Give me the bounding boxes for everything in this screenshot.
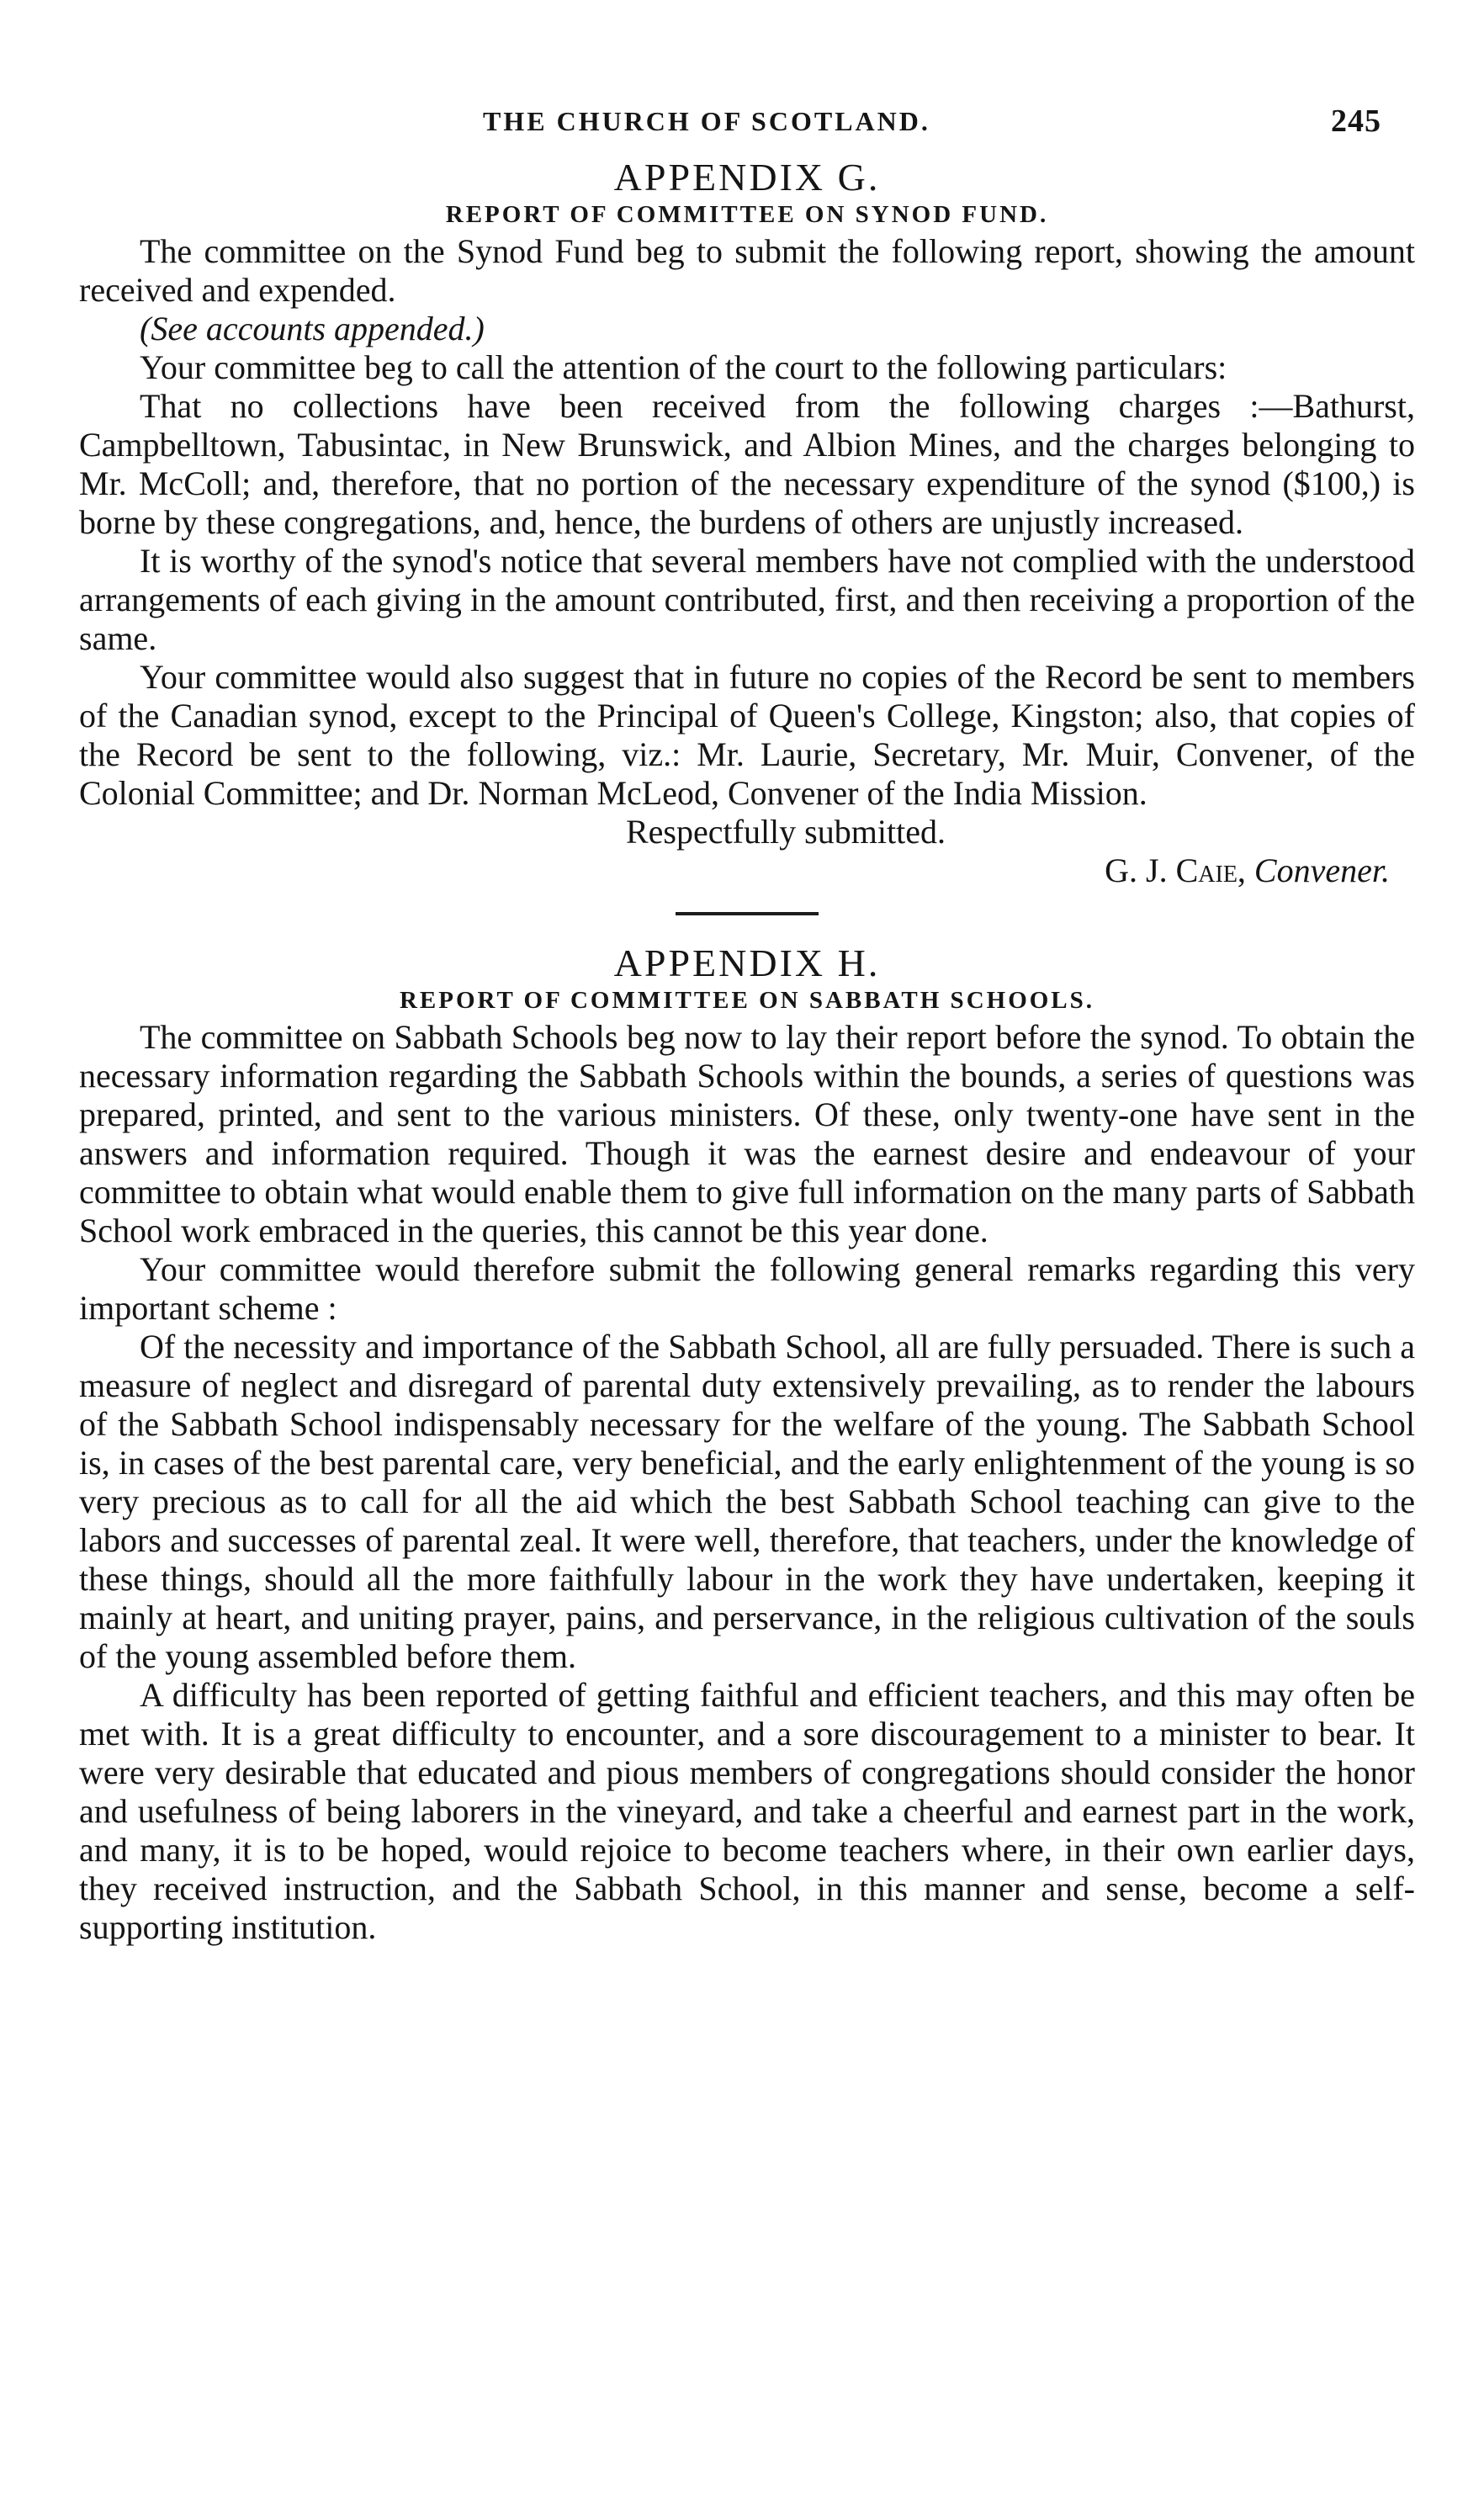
appendix-g-subheading: REPORT OF COMMITTEE ON SYNOD FUND.	[445, 201, 1049, 228]
running-title: THE CHURCH OF SCOTLAND.	[483, 106, 930, 136]
appendix-h-subheading: REPORT OF COMMITTEE ON SABBATH SCHOOLS.	[399, 987, 1095, 1014]
paragraph: Your committee would also suggest that in future no copies of the Record be sent to members of the Canadian synod, except to the Principal of Queen's College, Kingston; also, that copies of the Record be sent to the following, viz.: Mr. Laurie, Secretary, Mr. Muir, Convener, of the Colonial Committee; and Dr. Norman McLeod, Convener of the India Mission.	[79, 658, 1415, 812]
paragraph: The committee on the Synod Fund beg to submit the following report, showing the amount received and expended.	[79, 232, 1415, 309]
paragraph: A difficulty has been reported of getting faithful and efficient teachers, and this may often be met with. It is a great difficulty to encounter, and a sore discouragement to a minister to bear. It were very desirable that educated and pious members of congregations should consider the honor and usefulness of being laborers in the vineyard, and take a cheerful and earnest part in the work, and many, it is to be hoped, would rejoice to become teachers where, in their own earlier days, they received instruction, and the Sabbath School, in this manner and sense, become a self-supporting institution.	[79, 1676, 1415, 1946]
page-number: 245	[1331, 103, 1381, 139]
section-divider	[676, 912, 819, 915]
closing-line: Respectfully submitted.	[626, 813, 946, 851]
accounts-note: (See accounts appended.)	[140, 310, 485, 347]
appendix-h-section	[79, 941, 1415, 1947]
signature-line	[79, 851, 1415, 890]
page	[79, 99, 1415, 1947]
paragraph: Your committee beg to call the attention of the court to the following particulars:	[140, 348, 1227, 386]
signoff	[79, 813, 1415, 890]
signer-name: G. J. Caie,	[1105, 851, 1246, 889]
paragraph: That no collections have been received from the following charges :—Bathurst, Campbelltown, Tabusintac, in New Brunswick, and Albion Mines, and the charges belonging to Mr. McColl; and, therefore, that no portion of the necessary expenditure of the synod ($100,) is borne by these congregations, and, hence, the burdens of others are unjustly increased.	[79, 387, 1415, 541]
paragraph: Your committee would therefore submit the following general remarks regarding this very important scheme :	[79, 1250, 1415, 1327]
appendix-g-section	[79, 155, 1415, 890]
appendix-h-heading: APPENDIX H.	[613, 941, 881, 984]
paragraph: Of the necessity and importance of the Sabbath School, all are fully persuaded. There is such a measure of neglect and disregard of parental duty extensively prevailing, as to render the labours of the Sabbath School indispensably necessary for the welfare of the young. The Sabbath School is, in cases of the best parental care, very beneficial, and the early enlightenment of the young is so very precious as to call for all the aid which the best Sabbath School teaching can give to the labors and successes of parental zeal. It were well, therefore, that teachers, under the knowledge of these things, should all the more faithfully labour in the work they have undertaken, keeping it mainly at heart, and uniting prayer, pains, and perservance, in the religious cultivation of the souls of the young assembled before them.	[79, 1328, 1415, 1675]
signer-role: Convener.	[1253, 851, 1390, 889]
running-header	[79, 99, 1415, 145]
paragraph: The committee on Sabbath Schools beg now to lay their report before the synod. To obtain the necessary information regarding the Sabbath Schools within the bounds, a series of questions was prepared, printed, and sent to the various ministers. Of these, only twenty-one have sent in the answers and information required. Though it was the earnest desire and endeavour of your committee to obtain what would enable them to give full information on the many parts of Sabbath School work embraced in the queries, this cannot be this year done.	[79, 1018, 1415, 1249]
paragraph: It is worthy of the synod's notice that several members have not complied with the understood arrangements of each giving in the amount contributed, first, and then receiving a proportion of the same.	[79, 542, 1415, 657]
appendix-g-heading: APPENDIX G.	[613, 156, 881, 199]
